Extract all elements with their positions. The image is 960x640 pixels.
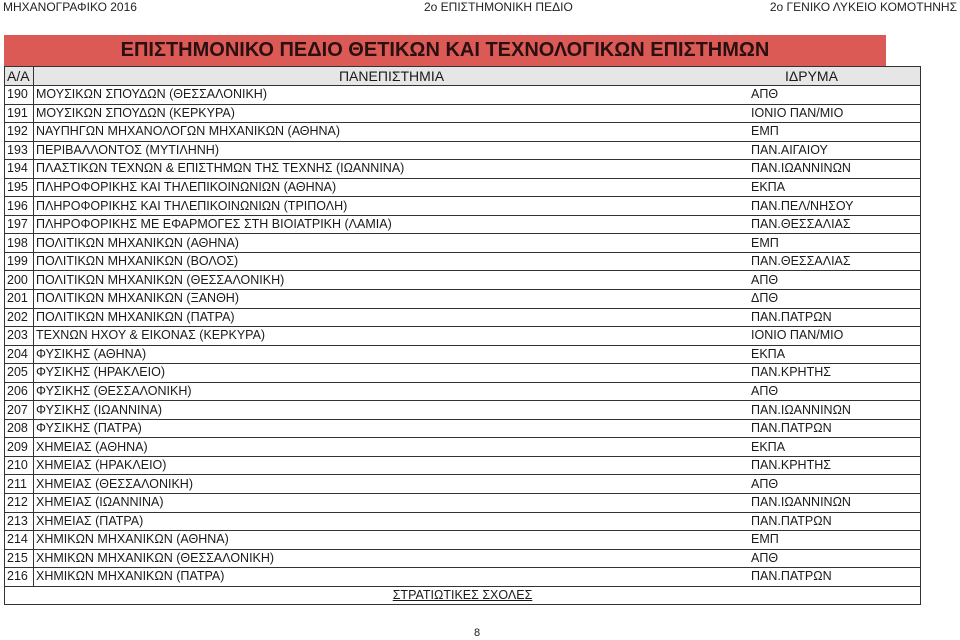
row-number: 191 [5, 104, 34, 123]
row-department: ΧΗΜΕΙΑΣ (ΑΘΗΝΑ) [34, 438, 750, 457]
table-row [5, 178, 921, 197]
row-institution: ΕΚΠΑ [749, 345, 921, 364]
row-number: 203 [5, 327, 34, 346]
row-institution: ΕΜΠ [749, 234, 921, 253]
row-institution: ΠΑΝ.ΠΑΤΡΩΝ [749, 419, 921, 438]
row-institution: ΠΑΝ.ΙΩΑΝΝΙΝΩΝ [749, 401, 921, 420]
row-department: ΦΥΣΙΚΗΣ (ΑΘΗΝΑ) [34, 345, 750, 364]
table-row [5, 123, 921, 142]
row-institution: ΑΠΘ [749, 86, 921, 105]
row-department: ΧΗΜΙΚΩΝ ΜΗΧΑΝΙΚΩΝ (ΘΕΣΣΑΛΟΝΙΚΗ) [34, 549, 750, 568]
table-row [5, 401, 921, 420]
row-number: 202 [5, 308, 34, 327]
section-footer-row [5, 586, 921, 605]
row-institution: ΔΠΘ [749, 290, 921, 309]
row-institution: ΕΚΠΑ [749, 178, 921, 197]
row-number: 208 [5, 419, 34, 438]
row-institution: ΠΑΝ.ΠΕΛ/ΝΗΣΟΥ [749, 197, 921, 216]
row-department: ΠΟΛΙΤΙΚΩΝ ΜΗΧΑΝΙΚΩΝ (ΘΕΣΣΑΛΟΝΙΚΗ) [34, 271, 750, 290]
row-institution: ΑΠΘ [749, 382, 921, 401]
section-footer-cell [5, 586, 921, 605]
table-row [5, 549, 921, 568]
row-number: 201 [5, 290, 34, 309]
row-number: 209 [5, 438, 34, 457]
row-department: ΧΗΜΕΙΑΣ (ΠΑΤΡΑ) [34, 512, 750, 531]
row-institution: ΠΑΝ.ΘΕΣΣΑΛΙΑΣ [749, 215, 921, 234]
table-row [5, 512, 921, 531]
row-number: 199 [5, 252, 34, 271]
row-department: ΦΥΣΙΚΗΣ (ΘΕΣΣΑΛΟΝΙΚΗ) [34, 382, 750, 401]
row-number: 198 [5, 234, 34, 253]
row-number: 216 [5, 568, 34, 587]
table-row [5, 308, 921, 327]
row-institution: ΙΟΝΙΟ ΠΑΝ/ΜΙΟ [749, 327, 921, 346]
row-number: 190 [5, 86, 34, 105]
row-institution: ΠΑΝ.ΚΡΗΤΗΣ [749, 364, 921, 383]
row-number: 212 [5, 494, 34, 513]
table-row [5, 456, 921, 475]
column-header-institution: ΙΔΡΥΜΑ [749, 67, 921, 86]
row-institution: ΕΜΠ [749, 123, 921, 142]
row-institution: ΠΑΝ.ΑΙΓΑΙΟΥ [749, 141, 921, 160]
table-row [5, 141, 921, 160]
row-number: 200 [5, 271, 34, 290]
table-row [5, 252, 921, 271]
row-department: ΠΟΛΙΤΙΚΩΝ ΜΗΧΑΝΙΚΩΝ (ΞΑΝΘΗ) [34, 290, 750, 309]
table-row [5, 215, 921, 234]
row-number: 193 [5, 141, 34, 160]
header-left-text: ΜΗΧΑΝΟΓΡΑΦΙΚΟ 2016 [3, 0, 137, 14]
row-institution: ΠΑΝ.ΠΑΤΡΩΝ [749, 512, 921, 531]
row-department: ΠΛΗΡΟΦΟΡΙΚΗΣ ΚΑΙ ΤΗΛΕΠΙΚΟΙΝΩΝΙΩΝ (ΤΡΙΠΟΛΗ) [34, 197, 750, 216]
table-row [5, 494, 921, 513]
row-institution: ΑΠΘ [749, 271, 921, 290]
row-institution: ΑΠΘ [749, 475, 921, 494]
row-number: 205 [5, 364, 34, 383]
row-number: 210 [5, 456, 34, 475]
row-department: ΦΥΣΙΚΗΣ (ΗΡΑΚΛΕΙΟ) [34, 364, 750, 383]
row-department: ΤΕΧΝΩΝ ΗΧΟΥ & ΕΙΚΟΝΑΣ (ΚΕΡΚΥΡΑ) [34, 327, 750, 346]
row-department: ΜΟΥΣΙΚΩΝ ΣΠΟΥΔΩΝ (ΚΕΡΚΥΡΑ) [34, 104, 750, 123]
row-number: 204 [5, 345, 34, 364]
row-department: ΝΑΥΠΗΓΩΝ ΜΗΧΑΝΟΛΟΓΩΝ ΜΗΧΑΝΙΚΩΝ (ΑΘΗΝΑ) [34, 123, 750, 142]
row-department: ΦΥΣΙΚΗΣ (ΙΩΑΝΝΙΝΑ) [34, 401, 750, 420]
military-schools-heading: ΣΤΡΑΤΙΩΤΙΚΕΣ ΣΧΟΛΕΣ [392, 588, 533, 603]
row-institution: ΠΑΝ.ΙΩΑΝΝΙΝΩΝ [749, 494, 921, 513]
table-row [5, 568, 921, 587]
row-department: ΧΗΜΙΚΩΝ ΜΗΧΑΝΙΚΩΝ (ΑΘΗΝΑ) [34, 531, 750, 550]
row-number: 196 [5, 197, 34, 216]
row-institution: ΠΑΝ.ΠΑΤΡΩΝ [749, 308, 921, 327]
table-row [5, 86, 921, 105]
table-row [5, 327, 921, 346]
row-number: 213 [5, 512, 34, 531]
row-number: 207 [5, 401, 34, 420]
page-header [0, 0, 960, 14]
table-row [5, 364, 921, 383]
row-department: ΠΟΛΙΤΙΚΩΝ ΜΗΧΑΝΙΚΩΝ (ΑΘΗΝΑ) [34, 234, 750, 253]
table-row [5, 104, 921, 123]
table-row [5, 531, 921, 550]
row-department: ΜΟΥΣΙΚΩΝ ΣΠΟΥΔΩΝ (ΘΕΣΣΑΛΟΝΙΚΗ) [34, 86, 750, 105]
page-number: 8 [474, 627, 481, 639]
row-department: ΦΥΣΙΚΗΣ (ΠΑΤΡΑ) [34, 419, 750, 438]
table-row [5, 160, 921, 179]
row-department: ΧΗΜΕΙΑΣ (ΙΩΑΝΝΙΝΑ) [34, 494, 750, 513]
row-institution: ΕΜΠ [749, 531, 921, 550]
table-row [5, 271, 921, 290]
row-number: 211 [5, 475, 34, 494]
column-header-university: ΠΑΝΕΠΙΣΤΗΜΙΑ [34, 67, 750, 86]
row-department: ΠΛΗΡΟΦΟΡΙΚΗΣ ΚΑΙ ΤΗΛΕΠΙΚΟΙΝΩΝΙΩΝ (ΑΘΗΝΑ) [34, 178, 750, 197]
row-number: 197 [5, 215, 34, 234]
row-department: ΧΗΜΕΙΑΣ (ΘΕΣΣΑΛΟΝΙΚΗ) [34, 475, 750, 494]
row-number: 206 [5, 382, 34, 401]
row-institution: ΕΚΠΑ [749, 438, 921, 457]
row-number: 192 [5, 123, 34, 142]
column-header-row [5, 67, 921, 86]
row-institution: ΠΑΝ.ΚΡΗΤΗΣ [749, 456, 921, 475]
row-institution: ΠΑΝ.ΘΕΣΣΑΛΙΑΣ [749, 252, 921, 271]
row-department: ΠΛΑΣΤΙΚΩΝ ΤΕΧΝΩΝ & ΕΠΙΣΤΗΜΩΝ ΤΗΣ ΤΕΧΝΗΣ (ΙΩΑΝΝΙΝΑ) [34, 160, 750, 179]
table-row [5, 382, 921, 401]
row-institution: ΠΑΝ.ΠΑΤΡΩΝ [749, 568, 921, 587]
table-row [5, 197, 921, 216]
header-middle-text: 2ο ΕΠΙΣΤΗΜΟΝΙΚΗ ΠΕΔΙΟ [424, 0, 573, 14]
row-department: ΠΟΛΙΤΙΚΩΝ ΜΗΧΑΝΙΚΩΝ (ΠΑΤΡΑ) [34, 308, 750, 327]
table-row [5, 290, 921, 309]
row-number: 214 [5, 531, 34, 550]
row-number: 195 [5, 178, 34, 197]
header-right-text: 2ο ΓΕΝΙΚΟ ΛΥΚΕΙΟ ΚΟΜΟΤΗΝΗΣ [769, 0, 957, 14]
table-row [5, 345, 921, 364]
row-department: ΠΛΗΡΟΦΟΡΙΚΗΣ ΜΕ ΕΦΑΡΜΟΓΕΣ ΣΤΗ ΒΙΟΙΑΤΡΙΚΗ (ΛΑΜΙΑ) [34, 215, 750, 234]
table-row [5, 234, 921, 253]
table-row [5, 475, 921, 494]
row-department: ΧΗΜΙΚΩΝ ΜΗΧΑΝΙΚΩΝ (ΠΑΤΡΑ) [34, 568, 750, 587]
row-department: ΧΗΜΕΙΑΣ (ΗΡΑΚΛΕΙΟ) [34, 456, 750, 475]
title-banner [4, 35, 886, 66]
table-row [5, 438, 921, 457]
row-number: 215 [5, 549, 34, 568]
row-department: ΠΕΡΙΒΑΛΛΟΝΤΟΣ (ΜΥΤΙΛΗΝΗ) [34, 141, 750, 160]
row-institution: ΙΟΝΙΟ ΠΑΝ/ΜΙΟ [749, 104, 921, 123]
column-header-number: Α/Α [5, 67, 34, 86]
departments-table [4, 66, 921, 605]
page-title: ΕΠΙΣΤΗΜΟΝΙΚΟ ΠΕΔΙΟ ΘΕΤΙΚΩΝ ΚΑΙ ΤΕΧΝΟΛΟΓΙΚΩΝ ΕΠΙΣΤΗΜΩΝ [120, 39, 770, 61]
row-number: 194 [5, 160, 34, 179]
row-department: ΠΟΛΙΤΙΚΩΝ ΜΗΧΑΝΙΚΩΝ (ΒΟΛΟΣ) [34, 252, 750, 271]
table-row [5, 419, 921, 438]
row-institution: ΠΑΝ.ΙΩΑΝΝΙΝΩΝ [749, 160, 921, 179]
row-institution: ΑΠΘ [749, 549, 921, 568]
